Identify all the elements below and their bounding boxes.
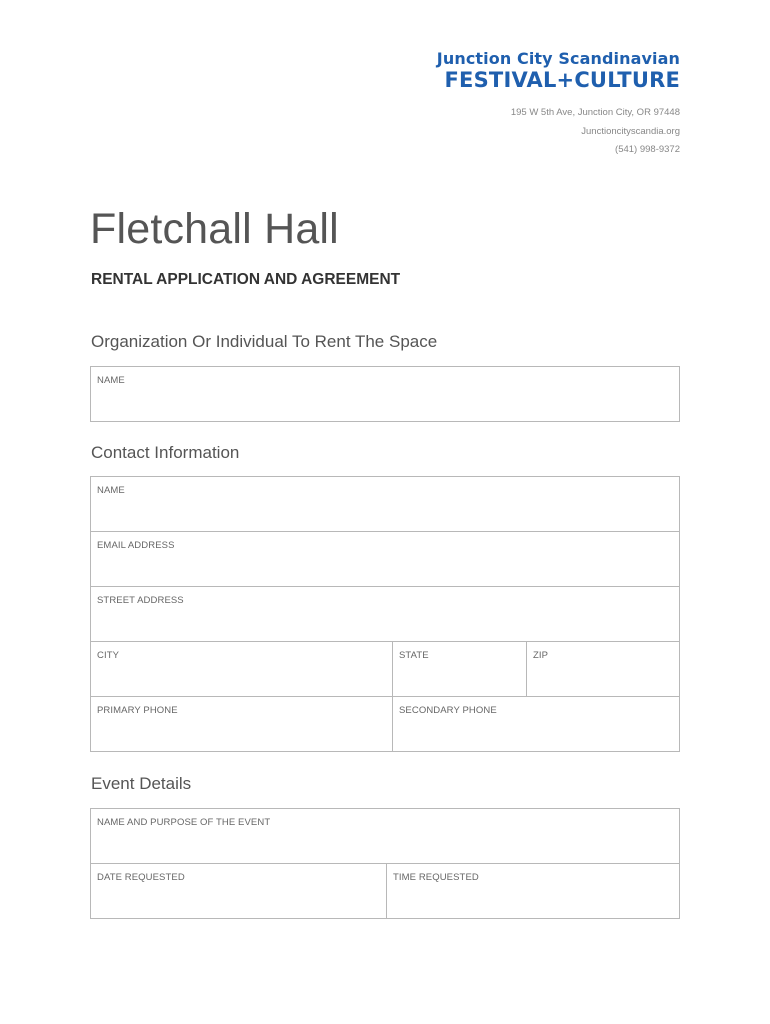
document-subtitle: RENTAL APPLICATION AND AGREEMENT [91, 271, 401, 288]
email-field[interactable] [91, 532, 679, 586]
contact-name-row [91, 477, 679, 531]
event-name-purpose-label: NAME AND PURPOSE OF THE EVENT [97, 817, 271, 828]
secondary-phone-field[interactable] [392, 697, 679, 751]
organization-address: 195 W 5th Ave, Junction City, OR 97448 [510, 107, 680, 118]
organization-section-heading: Organization Or Individual To Rent The Space [91, 332, 438, 351]
date-time-row [91, 863, 679, 918]
street-address-label: STREET ADDRESS [97, 595, 184, 606]
event-name-purpose-field[interactable] [91, 809, 679, 863]
organization-name-label: NAME [97, 375, 125, 386]
document-title: Fletchall Hall [90, 205, 339, 253]
email-label: EMAIL ADDRESS [97, 540, 175, 551]
state-label: STATE [399, 650, 429, 661]
zip-field[interactable] [526, 642, 679, 696]
date-requested-label: DATE REQUESTED [97, 872, 185, 883]
street-row [91, 586, 679, 641]
zip-label: ZIP [533, 650, 549, 661]
contact-name-field[interactable] [91, 477, 679, 531]
contact-form [90, 476, 680, 752]
contact-name-label: NAME [97, 485, 125, 496]
logo-line-2: FESTIVAL+CULTURE [444, 68, 680, 92]
date-requested-field[interactable] [91, 864, 386, 918]
street-address-field[interactable] [91, 587, 679, 641]
time-requested-label: TIME REQUESTED [393, 872, 479, 883]
organization-logo [437, 50, 680, 92]
organization-name-field[interactable] [91, 367, 679, 421]
event-form [90, 808, 680, 919]
secondary-phone-label: SECONDARY PHONE [399, 705, 497, 716]
city-field[interactable] [91, 642, 392, 696]
city-state-zip-row [91, 641, 679, 696]
organization-form [90, 366, 680, 422]
contact-section-heading: Contact Information [91, 443, 240, 462]
organization-website: Junctioncityscandia.org [581, 125, 680, 137]
time-requested-field[interactable] [386, 864, 679, 918]
city-label: CITY [97, 650, 120, 661]
phone-row [91, 696, 679, 751]
organization-phone: (541) 998-9372 [615, 144, 680, 155]
organization-name-row [91, 367, 679, 421]
primary-phone-label: PRIMARY PHONE [97, 705, 178, 716]
event-name-row [91, 809, 679, 863]
event-section-heading: Event Details [91, 774, 192, 793]
organization-contact-block [511, 104, 680, 160]
logo-line-1: Junction City Scandinavian [436, 49, 680, 68]
primary-phone-field[interactable] [91, 697, 392, 751]
email-row [91, 531, 679, 586]
state-field[interactable] [392, 642, 526, 696]
